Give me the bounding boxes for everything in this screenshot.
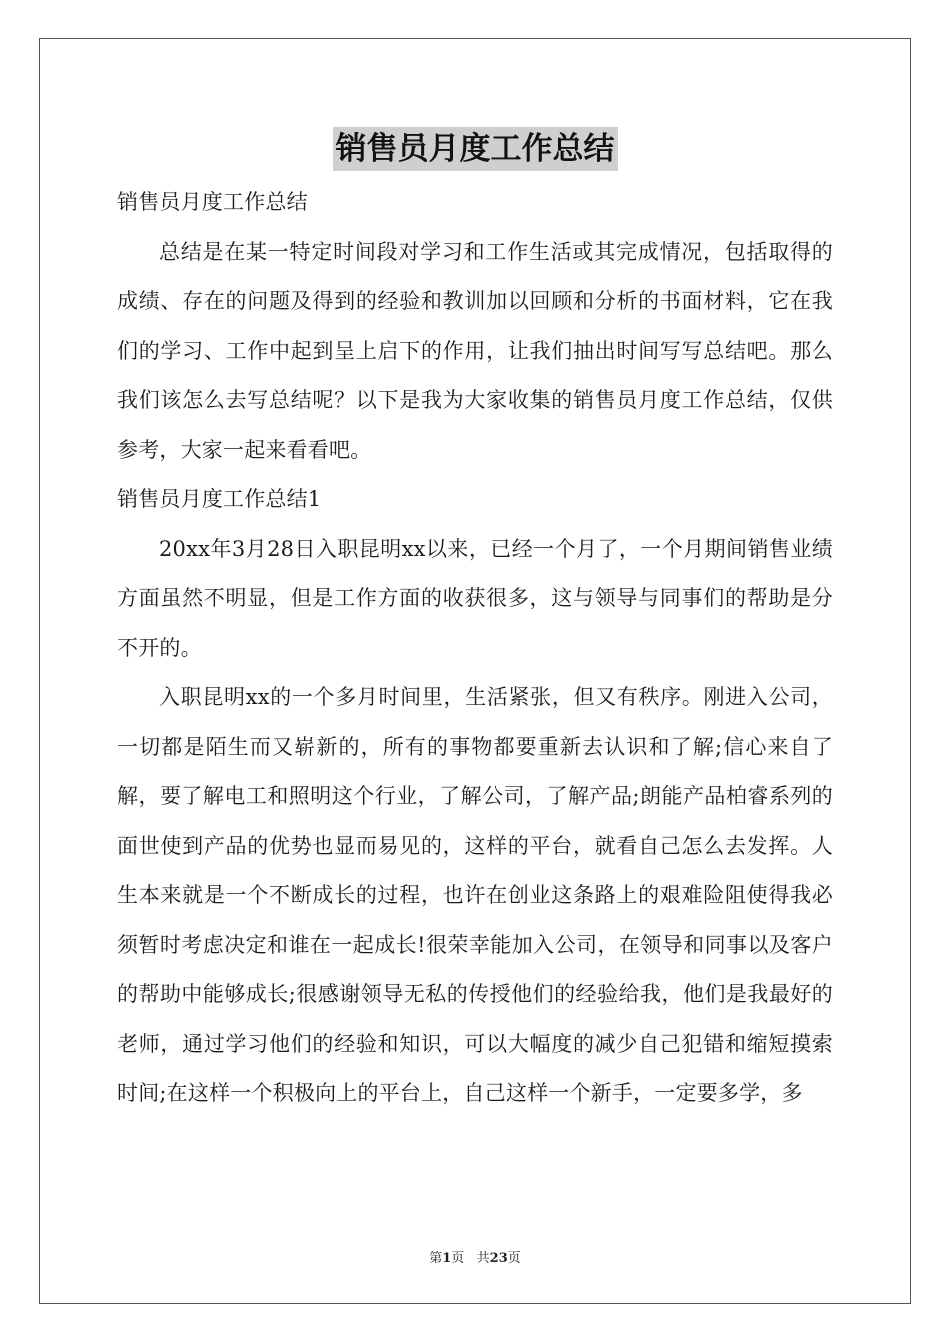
paragraph: 20xx年3月28日入职昆明xx以来，已经一个月了，一个月期间销售业绩方面虽然不明显，但是工作方面的收获很多，这与领导与同事们的帮助是分不开的。: [117, 536, 833, 660]
paragraph: 销售员月度工作总结1: [117, 487, 322, 511]
document-body: [117, 178, 833, 1119]
paragraph: 入职昆明xx的一个多月时间里，生活紧张，但又有秩序。刚进入公司，一切都是陌生而又崭新的，所有的事物都要重新去认识和了解;信心来自了解，要了解电工和照明这个行业，了解公司，了解产品;朗能产品柏睿系列的面世使到产品的优势也显而易见的，这样的平台，就看自己怎么去发挥。人生本来就是一个不断成长的过程，也许在创业这条路上的艰难险阻使得我必须暂时考虑决定和谁在一起成长!很荣幸能加入公司，在领导和同事以及客户的帮助中能够成长;很感谢领导无私的传授他们的经验给我，他们是我最好的老师，通过学习他们的经验和知识，可以大幅度的减少自己犯错和缩短摸索时间;在这样一个积极向上的平台上，自己这样一个新手，一定要多学，多: [117, 685, 833, 1105]
page-footer: [0, 1247, 950, 1266]
page-current: 1: [442, 1251, 452, 1266]
page-suffix: 页: [507, 1251, 521, 1266]
page-mid: 页 共: [451, 1251, 490, 1266]
paragraph: 销售员月度工作总结: [117, 190, 308, 214]
document-title: 销售员月度工作总结: [333, 127, 618, 171]
title-container: [0, 127, 950, 171]
paragraph: 总结是在某一特定时间段对学习和工作生活或其完成情况，包括取得的成绩、存在的问题及得到的经验和教训加以回顾和分析的书面材料，它在我们的学习、工作中起到呈上启下的作用，让我们抽出时间写写总结吧。那么我们该怎么去写总结呢？以下是我为大家收集的销售员月度工作总结，仅供参考，大家一起来看看吧。: [117, 239, 833, 462]
page-total: 23: [489, 1251, 508, 1266]
page-prefix: 第: [429, 1251, 443, 1266]
